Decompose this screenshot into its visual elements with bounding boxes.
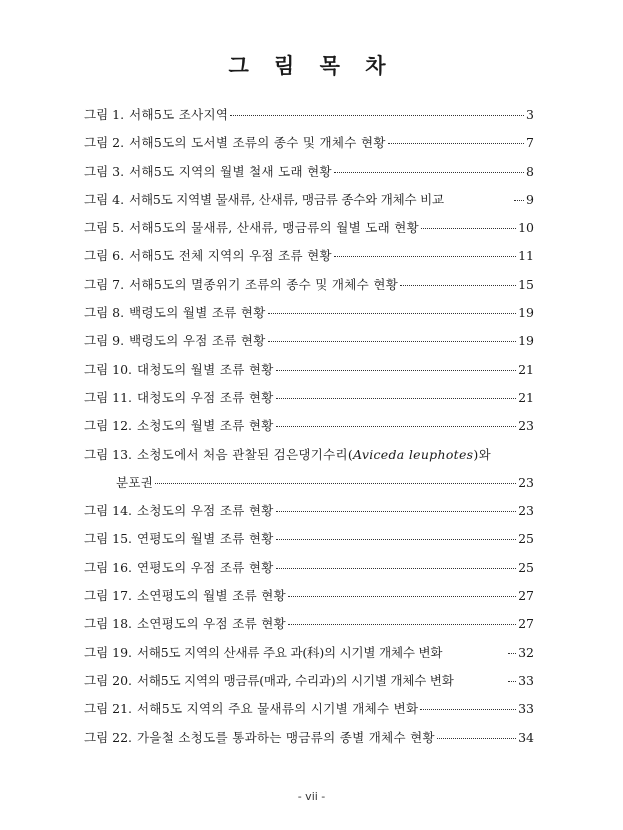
page-number: 3 — [526, 107, 534, 122]
dot-leader — [276, 568, 517, 569]
figure-number: 그림 9. — [84, 333, 125, 349]
toc-entry[interactable] — [84, 360, 534, 378]
toc-entry[interactable] — [84, 728, 534, 746]
figure-title-continuation: 분포권 — [116, 474, 154, 490]
page-number: 9 — [526, 191, 534, 207]
figure-number: 그림 16. — [84, 559, 133, 575]
page-number: 23 — [518, 474, 534, 490]
dot-leader — [276, 511, 517, 512]
figure-title: 소연평도의 월별 조류 현황 — [137, 588, 286, 604]
page-number: 8 — [526, 163, 534, 179]
figure-number: 그림 11. — [84, 389, 133, 405]
figure-title: 소청도의 월별 조류 현황 — [137, 418, 274, 434]
dot-leader — [268, 313, 516, 314]
figure-title — [137, 445, 491, 463]
dot-leader — [514, 200, 524, 201]
page-number: 33 — [518, 701, 534, 717]
figure-number: 그림 13. — [84, 446, 133, 462]
figure-title: 연평도의 월별 조류 현황 — [137, 531, 274, 547]
figure-title: 서해5도 지역의 산새류 주요 과(科)의 시기별 개체수 변화 — [137, 644, 443, 660]
page-number: 33 — [518, 672, 534, 688]
figure-number: 그림 3. — [84, 163, 125, 179]
figure-number: 그림 4. — [84, 191, 125, 207]
figure-number: 그림 1. — [84, 107, 125, 122]
page-number: 32 — [518, 644, 534, 660]
page-number: 25 — [518, 531, 534, 547]
figure-title: 대청도의 우점 조류 현황 — [137, 389, 274, 405]
toc-entry[interactable] — [84, 303, 534, 321]
dot-leader — [288, 624, 516, 625]
toc-entry[interactable] — [84, 614, 534, 632]
figure-number: 그림 5. — [84, 220, 125, 236]
toc-entry[interactable] — [84, 105, 534, 123]
dot-leader — [420, 709, 516, 710]
toc-entry[interactable] — [84, 671, 534, 689]
page-number: 23 — [518, 418, 534, 434]
page-number: 21 — [518, 389, 534, 405]
figure-title-prefix: 소청도에서 처음 관찰된 검은댕기수리( — [137, 446, 354, 462]
toc-entry[interactable] — [84, 558, 534, 576]
figure-title: 백령도의 월별 조류 현황 — [129, 305, 266, 321]
toc-entry[interactable] — [84, 445, 534, 463]
toc-entry[interactable] — [84, 331, 534, 349]
figure-title: 서해5도의 도서별 조류의 종수 및 개체수 현황 — [129, 135, 386, 151]
figure-title: 서해5도 지역의 주요 물새류의 시기별 개체수 변화 — [137, 701, 419, 717]
figure-title: 서해5도 전체 지역의 우점 조류 현황 — [129, 248, 332, 264]
figure-title: 서해5도 조사지역 — [129, 107, 229, 122]
dot-leader — [508, 681, 516, 682]
figure-title: 소연평도의 우점 조류 현황 — [137, 616, 286, 632]
figure-number: 그림 21. — [84, 701, 133, 717]
figure-number: 그림 22. — [84, 729, 133, 745]
page-number: 27 — [518, 616, 534, 632]
figure-title: 서해5도 지역별 물새류, 산새류, 맹금류 종수와 개체수 비교 — [129, 191, 444, 207]
figure-number: 그림 7. — [84, 276, 125, 292]
toc-entry[interactable] — [84, 643, 534, 661]
page-number: 34 — [518, 729, 534, 745]
dot-leader — [334, 256, 516, 257]
figure-number: 그림 2. — [84, 135, 125, 151]
figure-number: 그림 18. — [84, 616, 133, 632]
toc-entry[interactable] — [84, 190, 534, 208]
dot-leader — [276, 370, 517, 371]
figure-title: 연평도의 우점 조류 현황 — [137, 559, 274, 575]
page-footer: - vii - — [297, 790, 326, 803]
figure-title: 서해5도의 물새류, 산새류, 맹금류의 월별 도래 현황 — [129, 220, 420, 236]
page-number: 21 — [518, 361, 534, 377]
toc-entry[interactable] — [84, 586, 534, 604]
toc-entry[interactable] — [84, 501, 534, 519]
dot-leader — [268, 341, 516, 342]
figure-number: 그림 6. — [84, 248, 125, 264]
toc-entry[interactable] — [84, 388, 534, 406]
page-number: 23 — [518, 503, 534, 519]
page-number: 27 — [518, 588, 534, 604]
figure-list — [84, 105, 534, 756]
figure-title: 서해5도 지역의 맹금류(매과, 수리과)의 시기별 개체수 변화 — [137, 672, 454, 688]
dot-leader — [508, 653, 516, 654]
figure-title: 서해5도 지역의 월별 철새 도래 현황 — [129, 163, 332, 179]
figure-title: 소청도의 우점 조류 현황 — [137, 503, 274, 519]
figure-title: 가을철 소청도를 통과하는 맹금류의 종별 개체수 현황 — [137, 729, 435, 745]
page-number: 19 — [518, 333, 534, 349]
page-title: 그 림 목 차 — [228, 53, 395, 78]
dot-leader — [155, 483, 516, 484]
dot-leader — [334, 172, 524, 173]
page-number: 25 — [518, 559, 534, 575]
dot-leader — [276, 398, 517, 399]
figure-number: 그림 10. — [84, 361, 133, 377]
toc-entry[interactable] — [84, 699, 534, 717]
dot-leader — [276, 426, 517, 427]
page-number: 10 — [518, 220, 534, 236]
figure-title: 서해5도의 멸종위기 조류의 종수 및 개체수 현황 — [129, 276, 399, 292]
toc-entry[interactable] — [84, 416, 534, 434]
toc-entry[interactable] — [84, 529, 534, 547]
dot-leader — [421, 228, 516, 229]
figure-number: 그림 20. — [84, 672, 133, 688]
figure-number: 그림 15. — [84, 531, 133, 547]
page-number: 19 — [518, 305, 534, 321]
dot-leader — [288, 596, 516, 597]
page-number: 7 — [526, 135, 534, 151]
dot-leader — [230, 115, 524, 116]
toc-entry-continuation[interactable] — [84, 473, 534, 491]
dot-leader — [437, 738, 516, 739]
toc-entry[interactable] — [84, 275, 534, 293]
figure-title-suffix: )와 — [473, 446, 491, 462]
figure-number: 그림 17. — [84, 588, 133, 604]
figure-number: 그림 14. — [84, 503, 133, 519]
page-number: 15 — [518, 276, 534, 292]
dot-leader — [400, 285, 516, 286]
toc-entry[interactable] — [84, 133, 534, 151]
figure-number: 그림 19. — [84, 644, 133, 660]
dot-leader — [388, 143, 524, 144]
toc-entry[interactable] — [84, 162, 534, 180]
toc-entry[interactable] — [84, 218, 534, 236]
scientific-name: Aviceda leuphotes — [353, 446, 474, 462]
page-number: 11 — [518, 248, 534, 264]
dot-leader — [276, 539, 517, 540]
toc-entry[interactable] — [84, 246, 534, 264]
figure-title: 백령도의 우점 조류 현황 — [129, 333, 266, 349]
figure-number: 그림 8. — [84, 305, 125, 321]
figure-number: 그림 12. — [84, 418, 133, 434]
figure-title: 대청도의 월별 조류 현황 — [137, 361, 274, 377]
